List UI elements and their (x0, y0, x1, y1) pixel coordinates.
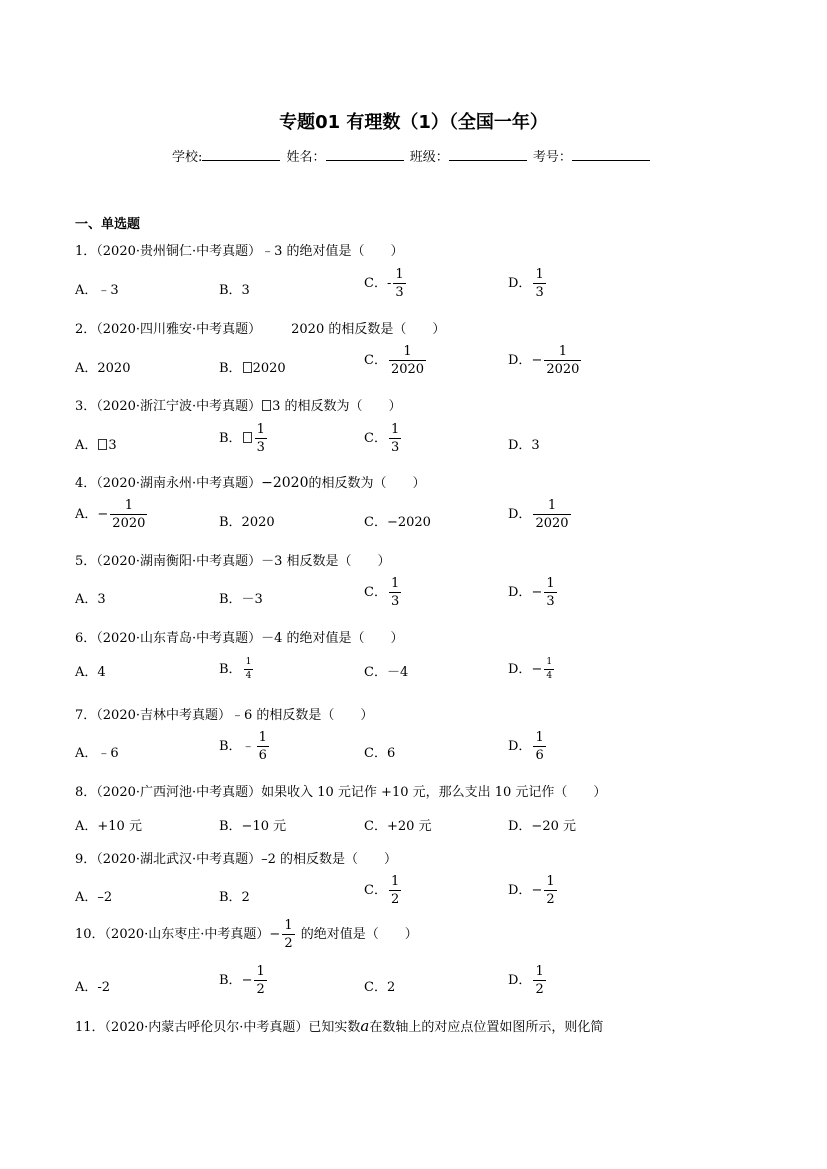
q7-d-denominator: 6 (535, 748, 544, 763)
q2-option-d (508, 345, 583, 376)
q11-text: 在数轴上的对应点位置如图所示，则化简 (369, 1020, 604, 1035)
q4-text: 的相反数为（ ） (308, 476, 426, 491)
question-4-stem (75, 472, 426, 491)
q11-source: 11．（2020·内蒙古呼伦贝尔·中考真题）已知实数 (75, 1020, 361, 1035)
q10-option-b (219, 965, 269, 996)
q4-a-denominator: 2020 (112, 516, 146, 531)
q9-option-d-label: D． (508, 883, 532, 898)
q10-d-denominator: 2 (535, 982, 544, 997)
q4-source: 4．（2020·湖南永州·中考真题） (75, 476, 262, 491)
school-label: 学校: (172, 150, 203, 165)
q5-option-c-fraction (389, 577, 401, 608)
q1-option-c-fraction (393, 268, 405, 299)
q1-d-denominator: 3 (535, 285, 544, 300)
q10-option-b-sign: − (241, 973, 253, 988)
question-5-stem: 5．（2020·湖南衡阳·中考真题）－3 相反数是（ ） (75, 554, 391, 569)
q10-option-d-fraction (533, 965, 545, 996)
q5-c-numerator: 1 (390, 576, 400, 591)
q7-option-b-fraction (257, 731, 269, 762)
q3-text: 3 的相反数为（ ） (272, 399, 402, 414)
q5-option-b: B．－3 (219, 592, 263, 607)
q7-b-denominator: 6 (258, 748, 267, 763)
q6-option-d-fraction (544, 658, 554, 681)
question-11-stem (75, 1016, 603, 1035)
q4-option-b: B．2020 (219, 515, 275, 530)
q7-d-numerator: 1 (535, 730, 544, 745)
question-1-stem: 1．（2020·贵州铜仁·中考真题）﹣3 的绝对值是（ ） (75, 244, 404, 259)
question-7-stem: 7．（2020·吉林中考真题）﹣6 的相反数是（ ） (75, 708, 374, 723)
q4-a-numerator: 1 (124, 498, 133, 513)
q5-option-c (364, 577, 403, 608)
q3-source: 3．（2020·浙江宁波·中考真题） (75, 399, 262, 414)
q5-option-d-label: D． (508, 585, 532, 600)
q9-d-denominator: 2 (546, 892, 555, 907)
q1-option-d-label: D． (508, 276, 532, 291)
exam-no-label: 考号： (532, 150, 572, 165)
q1-option-d-fraction (533, 268, 545, 299)
q10-option-b-fraction (254, 965, 266, 996)
q10-option-d (508, 965, 548, 996)
question-2-stem (75, 318, 445, 337)
q3-option-a-value: 3 (108, 438, 117, 453)
q1-option-a: A．﹣3 (75, 283, 119, 298)
q5-option-a: A．3 (75, 592, 106, 607)
q4-option-a (75, 499, 149, 530)
q10-b-denominator: 2 (256, 982, 265, 997)
q3-option-b-fraction (255, 423, 267, 454)
q3-option-c-label: C． (364, 431, 387, 446)
q2-option-c-label: C． (364, 353, 387, 368)
q2-option-b-value: 2020 (252, 361, 286, 376)
q1-option-c-sign: - (386, 276, 392, 291)
q11-variable: a (360, 1017, 370, 1035)
missing-glyph-box (262, 400, 271, 411)
q6-b-denominator: 4 (245, 671, 252, 681)
student-info-line (172, 146, 652, 165)
q2-text: 2020 的相反数是（ ） (291, 322, 446, 337)
q6-d-numerator: 1 (546, 657, 553, 667)
q2-option-b-label: B． (219, 361, 242, 376)
q4-d-numerator: 1 (547, 498, 557, 513)
q4-option-c: C．−2020 (364, 515, 431, 530)
q3-c-numerator: 1 (390, 422, 400, 437)
q10-option-b-label: B． (219, 973, 242, 988)
q8-option-a: A．+10 元 (75, 819, 142, 834)
q5-option-d-fraction (544, 577, 556, 608)
q4-option-d-fraction (533, 499, 570, 530)
q5-option-c-label: C． (364, 585, 387, 600)
q6-option-d-label: D． (508, 662, 532, 677)
q3-option-c (364, 423, 403, 454)
q2-d-denominator: 2020 (546, 362, 580, 377)
q2-source: 2．（2020·四川雅安·中考真题） (75, 322, 262, 337)
section-heading: 一、单选题 (75, 217, 141, 232)
q10-option-c: C．2 (364, 980, 396, 995)
q1-option-c-label: C． (364, 276, 387, 291)
q3-c-denominator: 3 (390, 440, 400, 455)
q2-option-d-fraction (544, 345, 581, 376)
q7-option-a: A．﹣6 (75, 746, 119, 761)
q10-option-d-label: D． (508, 973, 532, 988)
q2-option-b (219, 357, 286, 376)
q1-option-c (364, 268, 408, 299)
q9-option-b: B．2 (219, 890, 250, 905)
q6-option-b (219, 658, 255, 681)
page-title: 专题01 有理数（1）（全国一年） (279, 112, 548, 133)
question-10-stem (75, 919, 418, 950)
q7-option-b (219, 731, 271, 762)
q10-denominator: 2 (284, 936, 293, 951)
q4-option-d (508, 499, 573, 530)
q1-c-denominator: 3 (395, 285, 404, 300)
question-8-stem: 8．（2020·广西河池·中考真题）如果收入 10 元记作 +10 元，那么支出 10 元记作（ ） (75, 785, 607, 800)
q5-d-numerator: 1 (546, 576, 555, 591)
q6-d-denominator: 4 (546, 671, 553, 681)
q4-option-a-sign: − (97, 507, 109, 522)
q8-option-c: C．+20 元 (364, 819, 432, 834)
exam-no-blank[interactable] (572, 148, 650, 161)
q9-option-d (508, 875, 559, 906)
q2-option-a: A．2020 (75, 361, 131, 376)
q7-b-numerator: 1 (258, 730, 267, 745)
q6-option-c: C．－4 (364, 665, 409, 680)
q7-option-d-fraction (533, 731, 545, 762)
q10-d-numerator: 1 (535, 964, 544, 979)
name-label: 姓名： (286, 150, 326, 165)
q5-d-denominator: 3 (546, 594, 555, 609)
q3-option-b-label: B． (219, 431, 242, 446)
q2-option-d-label: D． (508, 353, 532, 368)
q4-option-a-fraction (110, 499, 147, 530)
q4-option-a-label: A． (75, 507, 98, 522)
q3-option-a (75, 434, 117, 453)
q4-value: −2020 (261, 475, 309, 491)
q6-option-d (508, 658, 556, 681)
q3-option-a-label: A． (75, 438, 98, 453)
q7-option-b-sign: ﹣ (241, 739, 255, 754)
q10-source: 10．（2020·山东枣庄·中考真题） (75, 927, 270, 942)
q3-b-numerator: 1 (256, 422, 265, 437)
q5-option-d-sign: − (531, 585, 543, 600)
q2-option-c-fraction (389, 345, 426, 376)
q8-option-d: D．−20 元 (508, 819, 576, 834)
q1-option-b: B．3 (219, 283, 250, 298)
q6-option-d-sign: − (531, 662, 543, 677)
q2-c-denominator: 2020 (390, 362, 425, 377)
q4-option-d-label: D． (508, 507, 532, 522)
missing-glyph-box (243, 432, 252, 443)
q7-option-c: C．6 (364, 746, 396, 761)
q5-option-d (508, 577, 559, 608)
q10-fraction (282, 919, 294, 950)
q10-text: 的绝对值是（ ） (300, 927, 418, 942)
q7-option-d (508, 731, 548, 762)
q4-d-denominator: 2020 (535, 516, 569, 531)
question-6-stem: 6．（2020·山东青岛·中考真题）－4 的绝对值是（ ） (75, 631, 404, 646)
q5-c-denominator: 3 (390, 594, 400, 609)
class-label: 班级： (409, 150, 449, 165)
q9-c-denominator: 2 (390, 892, 400, 907)
q9-option-a: A．–2 (75, 890, 113, 905)
question-3-stem (75, 395, 402, 414)
q3-option-d: D．3 (508, 438, 540, 453)
q2-option-d-sign: − (531, 353, 543, 368)
q9-option-c-fraction (389, 875, 401, 906)
q1-c-numerator: 1 (395, 267, 404, 282)
q7-option-b-label: B． (219, 739, 242, 754)
q2-c-numerator: 1 (403, 344, 412, 359)
q3-option-b (219, 423, 269, 454)
name-blank[interactable] (326, 148, 404, 161)
q10-sign: − (269, 927, 281, 942)
q6-b-numerator: 1 (245, 657, 252, 667)
q9-option-d-sign: − (531, 883, 543, 898)
q9-option-d-fraction (544, 875, 556, 906)
q9-c-numerator: 1 (390, 874, 400, 889)
school-blank[interactable] (202, 148, 280, 161)
q6-option-b-label: B． (219, 662, 242, 677)
q10-b-numerator: 1 (256, 964, 265, 979)
q9-d-numerator: 1 (546, 874, 555, 889)
q10-option-a: A．-2 (75, 980, 111, 995)
missing-glyph-box (98, 439, 107, 450)
q6-option-a: A．4 (75, 665, 106, 680)
q3-option-c-fraction (389, 423, 401, 454)
q3-b-denominator: 3 (256, 440, 265, 455)
q1-option-d (508, 268, 548, 299)
q8-option-b: B．−10 元 (219, 819, 287, 834)
q2-d-numerator: 1 (558, 344, 568, 359)
q6-option-b-fraction (244, 658, 254, 681)
q10-numerator: 1 (284, 918, 293, 933)
class-blank[interactable] (449, 148, 527, 161)
missing-glyph-box (243, 362, 252, 373)
q9-option-c-label: C． (364, 883, 387, 898)
question-9-stem: 9．（2020·湖北武汉·中考真题）–2 的相反数是（ ） (75, 852, 398, 867)
q1-d-numerator: 1 (535, 267, 544, 282)
q7-option-d-label: D． (508, 739, 532, 754)
q2-option-c (364, 345, 428, 376)
q9-option-c (364, 875, 403, 906)
